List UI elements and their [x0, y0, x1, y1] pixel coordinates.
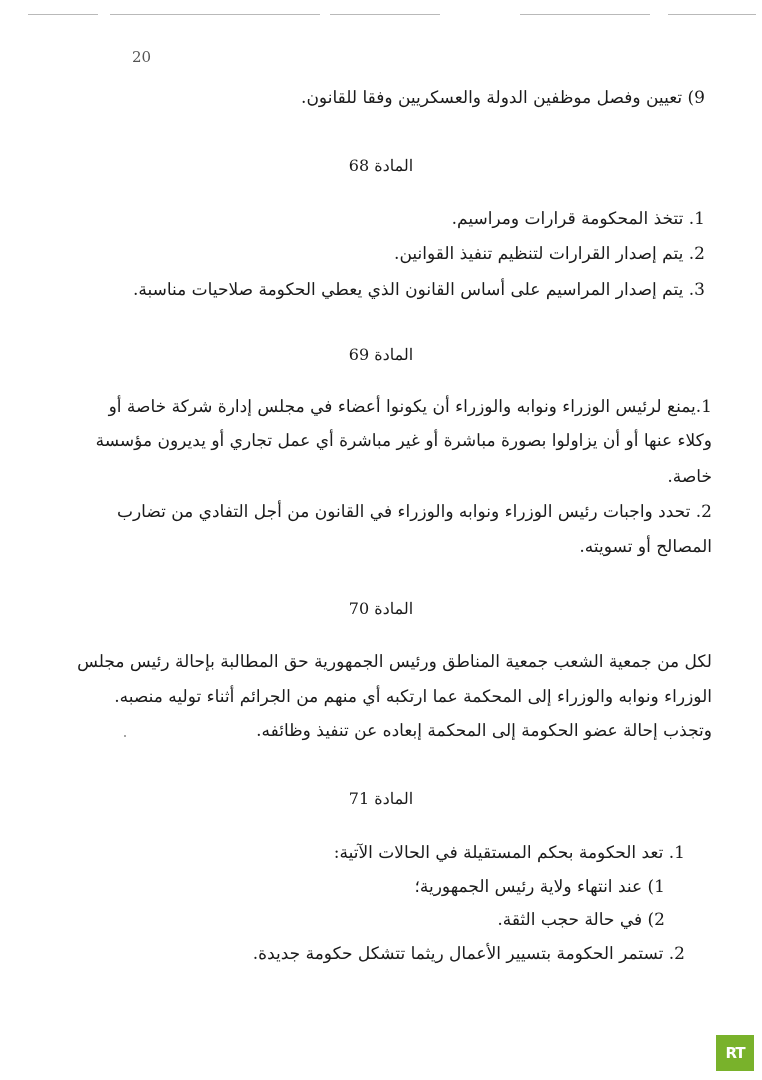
- article-70-line-2: الوزراء ونوابه والوزراء إلى المحكمة عما ارتكبه أي منهم من الجرائم أثناء توليه منصبه.: [114, 687, 712, 707]
- article-71-item-1: 1. تعد الحكومة بحكم المستقيلة في الحالات الآتية:: [333, 843, 685, 863]
- scan-artifact-line: [110, 14, 320, 15]
- article-heading-text: المادة 68: [348, 156, 414, 175]
- rt-watermark-logo: RT: [716, 1035, 754, 1071]
- scan-artifact-line: [330, 14, 440, 15]
- article-68-item-3: 3. يتم إصدار المراسيم على أساس القانون الذي يعطي الحكومة صلاحيات مناسبة.: [132, 280, 705, 300]
- article-heading-text: المادة 70: [348, 599, 414, 618]
- article-69-line-5: المصالح أو تسويته.: [579, 537, 712, 557]
- article-69-heading: [0, 344, 762, 366]
- article-71-subitem-1: 1) عند انتهاء ولاية رئيس الجمهورية؛: [414, 877, 665, 897]
- article-71-item-2: 2. تستمر الحكومة بتسيير الأعمال ريثما تتشكل حكومة جديدة.: [252, 944, 685, 964]
- scan-artifact-line: [28, 14, 98, 15]
- article-heading-text: المادة 71: [348, 789, 414, 808]
- article-71-subitem-2: 2) في حالة حجب الثقة.: [497, 910, 665, 930]
- article-69-line-1: 1.يمنع لرئيس الوزراء ونوابه والوزراء أن يكونوا أعضاء في مجلس إدارة شركة خاصة أو: [108, 397, 712, 417]
- article-70-line-1: لكل من جمعية الشعب جمعية المناطق ورئيس الجمهورية حق المطالبة بإحالة رئيس مجلس: [77, 652, 712, 672]
- article-71-heading: [0, 788, 762, 810]
- scan-artifact-line: [668, 14, 756, 15]
- page-number: 20: [132, 48, 152, 66]
- article-68-heading: [0, 155, 762, 177]
- article-68-item-1: 1. تتخذ المحكومة قرارات ومراسيم.: [451, 209, 705, 229]
- article-heading-text: المادة 69: [348, 345, 414, 364]
- scan-artifact-line: [520, 14, 650, 15]
- article-70-heading: [0, 598, 762, 620]
- scan-top-edge: [0, 0, 762, 30]
- scan-speck: [124, 735, 126, 737]
- list-item-appointment: 9) تعيين وفصل موظفين الدولة والعسكريين وفقا للقانون.: [301, 88, 705, 108]
- article-69-line-4: 2. تحدد واجبات رئيس الوزراء ونوابه والوزراء في القانون من أجل التفادي من تضارب: [116, 502, 712, 522]
- article-68-item-2: 2. يتم إصدار القرارات لتنظيم تنفيذ القوانين.: [394, 244, 705, 264]
- article-69-line-2: وكلاء عنها أو أن يزاولوا بصورة مباشرة أو غير مباشرة أي عمل تجاري أو يديرون مؤسسة: [95, 431, 712, 451]
- article-69-line-3: خاصة.: [667, 467, 712, 487]
- article-70-line-3: وتجذب إحالة عضو الحكومة إلى المحكمة إبعاده عن تنفيذ وظائفه.: [256, 721, 712, 741]
